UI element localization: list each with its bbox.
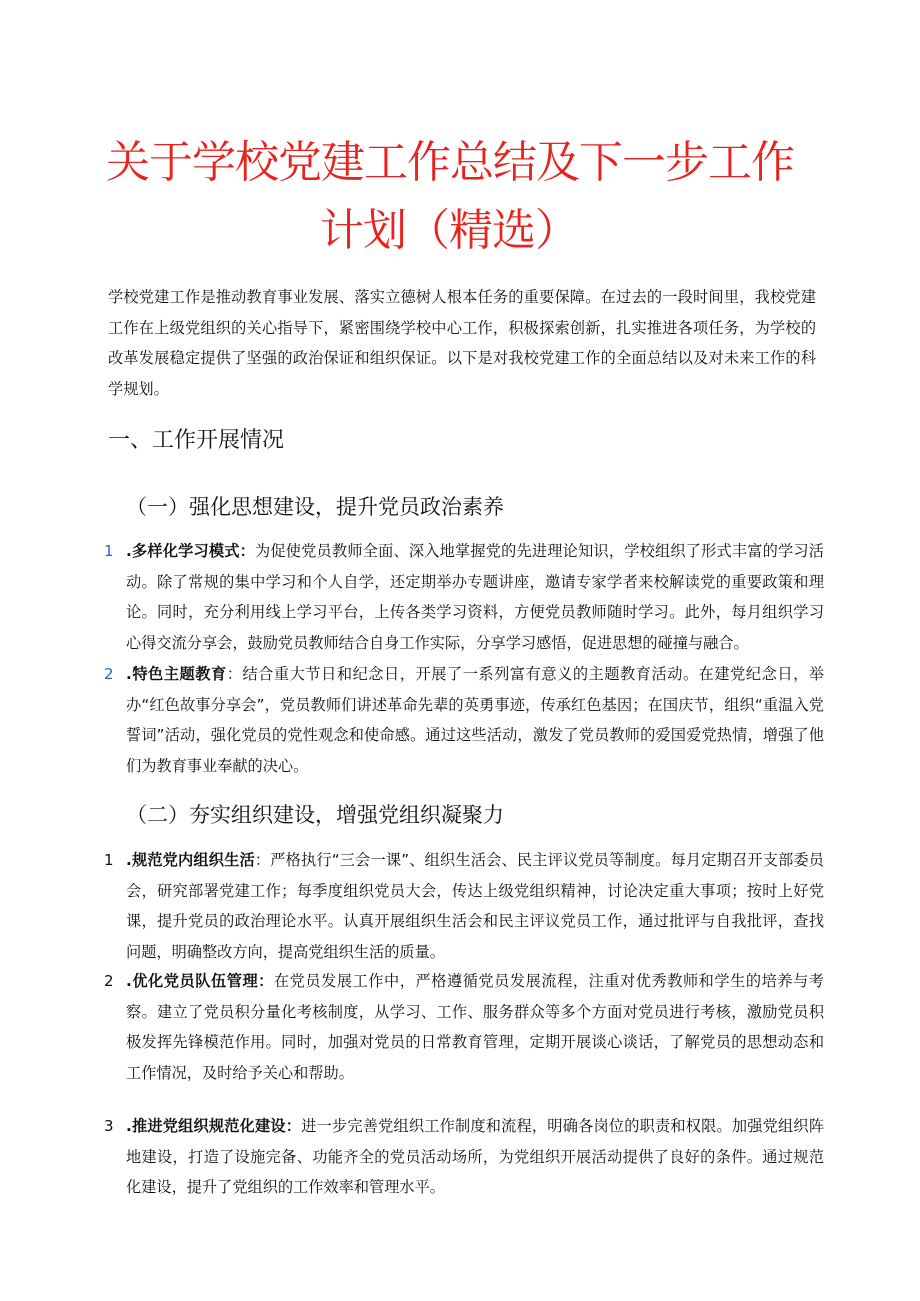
- list-item-lead: .特色主题教育: [126, 665, 227, 683]
- list-item: [104, 659, 824, 781]
- section-heading-work-status: 一、工作开展情况: [108, 428, 285, 453]
- list-item-text: 进一步完善党组织工作制度和流程，明确各岗位的职责和权限。加强党组织阵地建设，打造了设施完备、功能齐全的党员活动场所，为党组织开展活动提供了良好的条件。通过规范化建设，提升了党组织的工作效率和管理水平。: [126, 1117, 825, 1196]
- list-item-body: [126, 1111, 824, 1203]
- document-title-line-1: 关于学校党建工作总结及下一步工作: [106, 137, 794, 188]
- list-item-number: 2: [104, 665, 114, 683]
- list-item-body: [126, 966, 824, 1088]
- list-item: [104, 966, 824, 1088]
- list-item-text: 在党员发展工作中，严格遵循党员发展流程，注重对优秀教师和学生的培养与考察。建立了党员积分量化考核制度，从学习、工作、服务群众等多个方面对党员进行考核，激励党员积极发挥先锋模范作用。同时，加强对党员的日常教育管理，定期开展谈心谈话，了解党员的思想动态和工作情况，及时给予关心和帮助。: [126, 972, 824, 1082]
- list-item-number: 2: [104, 972, 114, 990]
- list-item-lead: .多样化学习模式：: [126, 542, 256, 560]
- list-item-text: ：严格执行“三会一课”、组织生活会、民主评议党员等制度。每月定期召开支部委员会，研究部署党建工作；每季度组织党员大会，传达上级党组织精神，讨论决定重大事项；按时上好党课，提升党员的政治理论水平。认真开展组织生活会和民主评议党员工作，通过批评与自我批评，查找问题，明确整改方向，提高党组织生活的质量。: [126, 851, 824, 961]
- list-item: [104, 845, 824, 967]
- subsection-heading-ideology: （一）强化思想建设，提升党员政治素养: [126, 495, 504, 519]
- intro-paragraph: 学校党建工作是推动教育事业发展、落实立德树人根本任务的重要保障。在过去的一段时间里，我校党建工作在上级党组织的关心指导下，紧密围绕学校中心工作，积极探索创新，扎实推进各项任务，为学校的改革发展稳定提供了坚强的政治保证和组织保证。以下是对我校党建工作的全面总结以及对未来工作的科学规划。: [108, 288, 816, 398]
- list-item-body: [126, 659, 824, 781]
- list-item-lead: .优化党员队伍管理：: [126, 972, 274, 990]
- list-item: [104, 536, 824, 658]
- list-item-lead: .推进党组织规范化建设：: [126, 1117, 302, 1135]
- list-item-text: ：结合重大节日和纪念日，开展了一系列富有意义的主题教育活动。在建党纪念日，举办“红色故事分享会”，党员教师们讲述革命先辈的英勇事迹，传承红色基因；在国庆节，组织“重温入党誓词”活动，强化党员的党性观念和使命感。通过这些活动，激发了党员教师的爱国爱党热情，增强了他们为教育事业奉献的决心。: [126, 665, 824, 775]
- list-item-text: 为促使党员教师全面、深入地掌握党的先进理论知识，学校组织了形式丰富的学习活动。除了常规的集中学习和个人自学，还定期举办专题讲座，邀请专家学者来校解读党的重要政策和理论。同时，充分利用线上学习平台，上传各类学习资料，方便党员教师随时学习。此外，每月组织学习心得交流分享会，鼓励党员教师结合自身工作实际，分享学习感悟，促进思想的碰撞与融合。: [126, 542, 824, 652]
- list-item-body: [126, 845, 824, 967]
- document-title-line-2: 计划（精选）: [320, 205, 578, 256]
- subsection-heading-organization: （二）夯实组织建设，增强党组织凝聚力: [126, 803, 504, 827]
- list-item-number: 3: [104, 1117, 114, 1135]
- list-item-body: [126, 536, 824, 658]
- list-item-number: 1: [104, 851, 114, 869]
- list-item-lead: .规范党内组织生活: [126, 851, 255, 869]
- list-item: [104, 1111, 824, 1203]
- list-item-number: 1: [104, 542, 114, 560]
